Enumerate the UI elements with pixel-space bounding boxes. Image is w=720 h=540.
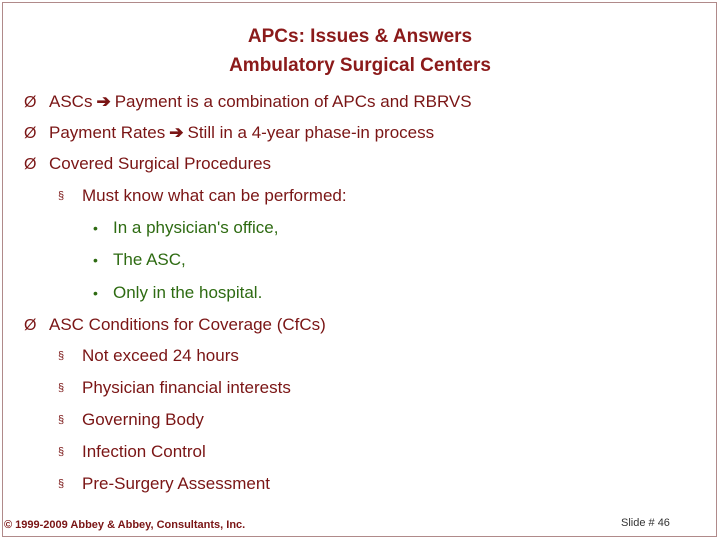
bullet-text: Still in a 4-year phase-in process (187, 123, 435, 142)
sub-sub-bullet (93, 218, 278, 238)
sub-sub-bullet-text: In a physician's office, (113, 218, 279, 237)
sub-sub-bullet-text: Only in the hospital. (113, 283, 263, 302)
bullet-covered-procedures (24, 154, 271, 175)
sub-sub-bullet-marker: • (93, 252, 98, 268)
sub-bullet-marker: § (58, 414, 65, 426)
bullet-text: Payment is a combination of APCs and RBRVS (114, 92, 472, 111)
slide-title (0, 22, 720, 80)
bullet-text: ASCs (49, 92, 93, 111)
sub-bullet-text: Governing Body (82, 410, 204, 429)
sub-bullet (58, 378, 291, 398)
sub-bullet-text: Pre-Surgery Assessment (82, 474, 271, 493)
sub-bullet-text: Physician financial interests (82, 378, 291, 397)
sub-sub-bullet-marker: • (93, 285, 98, 301)
bullet-marker: Ø (24, 94, 37, 111)
sub-bullet (58, 442, 206, 462)
sub-bullet (58, 186, 347, 206)
sub-bullet-marker: § (58, 190, 65, 202)
sub-bullet-marker: § (58, 350, 65, 362)
sub-bullet (58, 346, 239, 366)
sub-bullet-text: Not exceed 24 hours (82, 346, 239, 365)
sub-sub-bullet (93, 250, 186, 270)
sub-sub-bullet-marker: • (93, 220, 98, 236)
copyright-footer: © 1999-2009 Abbey & Abbey, Consultants, Inc. (4, 519, 246, 531)
bullet-text: ASC Conditions for Coverage (CfCs) (49, 315, 326, 334)
sub-bullet (58, 474, 270, 494)
sub-sub-bullet (93, 283, 262, 303)
bullet-marker: Ø (24, 156, 37, 173)
bullet-marker: Ø (24, 125, 37, 142)
sub-sub-bullet-text: The ASC, (113, 250, 186, 269)
bullet-ascs (24, 92, 472, 113)
arrow-right-icon: ➔ (169, 123, 184, 142)
slide-number: Slide # 46 (621, 517, 670, 529)
bullet-text: Payment Rates (49, 123, 166, 142)
arrow-right-icon: ➔ (96, 92, 111, 111)
sub-bullet-marker: § (58, 446, 65, 458)
bullet-payment-rates (24, 123, 434, 144)
bullet-conditions-for-coverage (24, 315, 326, 336)
sub-bullet-marker: § (58, 478, 65, 490)
title-line-1: APCs: Issues & Answers (247, 26, 473, 47)
sub-bullet-text: Must know what can be performed: (82, 186, 347, 205)
sub-bullet (58, 410, 204, 430)
sub-bullet-marker: § (58, 382, 65, 394)
title-line-2: Ambulatory Surgical Centers (229, 55, 491, 76)
bullet-marker: Ø (24, 317, 37, 334)
bullet-text: Covered Surgical Procedures (49, 154, 272, 173)
sub-bullet-text: Infection Control (82, 442, 206, 461)
